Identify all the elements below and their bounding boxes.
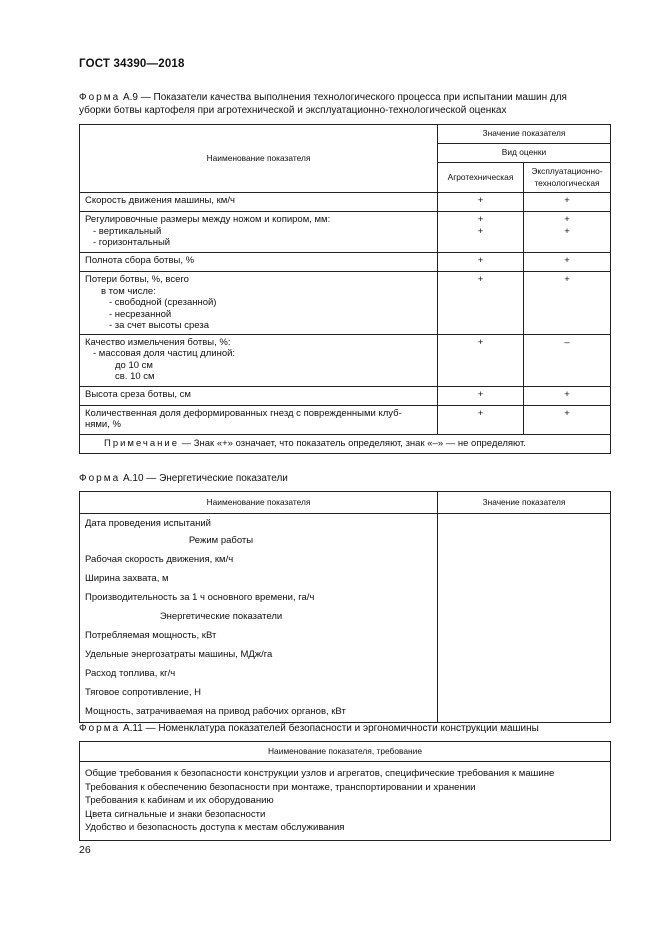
- row-value: [438, 552, 611, 571]
- form-a10-caption: [79, 472, 288, 485]
- table-row: [80, 552, 611, 571]
- row-name: Удельные энергозатраты машины, МДж/га: [80, 647, 438, 666]
- row-value: [438, 647, 611, 666]
- table-row: [80, 253, 611, 272]
- row-agro: +: [438, 272, 524, 335]
- form-number: А.11: [122, 723, 143, 734]
- row-exp: +: [524, 386, 611, 405]
- form-title: — Показатели качества выполнения технологического процесса при испытании машин для уборки ботвы картофеля при агротехнической и эксплуатационно-технологической оценках: [79, 92, 567, 116]
- col-header-name: Наименование показателя: [80, 125, 438, 193]
- row-name: Расход топлива, кг/ч: [80, 666, 438, 685]
- document-id: ГОСТ 34390—2018: [79, 58, 185, 70]
- row-agro: +: [438, 334, 524, 386]
- form-a9-table: [79, 124, 611, 454]
- col-header-value: Значение показателя: [438, 125, 611, 144]
- row-name: Скорость движения машины, км/ч: [80, 193, 438, 212]
- row-value: [438, 609, 611, 628]
- form-a11-table: [79, 741, 611, 841]
- page-number: 26: [79, 844, 91, 856]
- row-value: [438, 628, 611, 647]
- row-name: Производительность за 1 ч основного времени, га/ч: [80, 590, 438, 609]
- row-agro: +: [438, 386, 524, 405]
- col-header-value: Значение показателя: [438, 492, 611, 514]
- table-row: [80, 212, 611, 253]
- row-name: Потери ботвы, %, всего в том числе: - свободной (срезанной) - несрезанной - за счет высоты среза: [80, 272, 438, 335]
- row-exp: –: [524, 334, 611, 386]
- table-row: [80, 628, 611, 647]
- table-row: [80, 666, 611, 685]
- row-agro: +: [438, 253, 524, 272]
- list-item: Требования к обеспечению безопасности при монтаже, транспортировании и хранении: [85, 781, 476, 793]
- form-a10-table: [79, 491, 611, 723]
- table-row: [80, 533, 611, 552]
- table-row: [80, 193, 611, 212]
- row-exp: +: [524, 405, 611, 434]
- row-agro: +: [438, 405, 524, 434]
- list-item: Удобство и безопасность доступа к местам обслуживания: [85, 822, 345, 833]
- row-name: Количественная доля деформированных гнезд с поврежденными клуб- нями, %: [80, 405, 438, 434]
- row-value: [438, 666, 611, 685]
- list-item: Общие требования к безопасности конструкции узлов и агрегатов, специфические требования к машине: [85, 768, 555, 779]
- row-name: Регулировочные размеры между ножом и копиром, мм: - вертикальный - горизонтальный: [80, 212, 438, 253]
- form-a9-caption: [79, 91, 599, 117]
- col-header-kind: Вид оценки: [438, 144, 611, 163]
- form-title: — Номенклатура показателей безопасности и эргономичности конструкции машины: [142, 723, 539, 734]
- section-heading: Энергетические показатели: [80, 609, 438, 628]
- table-row: [80, 514, 611, 533]
- row-name: Тяговое сопротивление, Н: [80, 685, 438, 704]
- row-value: [438, 571, 611, 590]
- row-exp: +: [524, 253, 611, 272]
- row-exp: + +: [524, 212, 611, 253]
- table-row: [80, 685, 611, 704]
- section-heading: Режим работы: [80, 533, 438, 552]
- table-row: [80, 334, 611, 386]
- form-word: Форма: [79, 723, 121, 734]
- row-exp: +: [524, 193, 611, 212]
- row-value: [438, 704, 611, 723]
- table-row: [80, 704, 611, 723]
- table-row: [80, 571, 611, 590]
- form-word: Форма: [79, 473, 121, 484]
- form-word: Форма: [79, 92, 121, 103]
- form-a11-caption: [79, 722, 539, 735]
- col-header-agro: Агротехническая: [438, 163, 524, 193]
- row-name: Дата проведения испытаний: [80, 514, 438, 533]
- col-header-name: Наименование показателя, требование: [80, 742, 611, 762]
- list-item: Цвета сигнальные и знаки безопасности: [85, 808, 266, 820]
- form-title: — Энергетические показатели: [143, 473, 288, 484]
- form-number: А.9: [122, 92, 138, 103]
- table-note-row: [80, 434, 611, 453]
- table-row: [80, 386, 611, 405]
- row-value: [438, 590, 611, 609]
- col-header-name: Наименование показателя: [80, 492, 438, 514]
- row-name: Рабочая скорость движения, км/ч: [80, 552, 438, 571]
- row-value: [438, 685, 611, 704]
- row-value: [438, 514, 611, 533]
- row-agro: +: [438, 193, 524, 212]
- table-row: [80, 405, 611, 434]
- row-name: Качество измельчения ботвы, %: - массовая доля частиц длиной: до 10 см св. 10 см: [80, 334, 438, 386]
- table-row: [80, 647, 611, 666]
- requirements-list: [80, 762, 611, 841]
- row-name: Мощность, затрачиваемая на привод рабочих органов, кВт: [80, 704, 438, 723]
- row-value: [438, 533, 611, 552]
- list-item: Требования к кабинам и их оборудованию: [85, 795, 274, 806]
- table-row: [80, 590, 611, 609]
- form-number: А.10: [122, 473, 144, 484]
- row-exp: +: [524, 272, 611, 335]
- table-row: [80, 272, 611, 335]
- row-name: Ширина захвата, м: [80, 571, 438, 590]
- row-agro: + +: [438, 212, 524, 253]
- row-name: Высота среза ботвы, см: [80, 386, 438, 405]
- table-note: Примечание — Знак «+» означает, что показатель определяют, знак «–» — не определяют.: [80, 434, 611, 453]
- table-row: [80, 609, 611, 628]
- row-name: Потребляемая мощность, кВт: [80, 628, 438, 647]
- col-header-exp: Эксплуатационно-технологическая: [524, 163, 611, 193]
- row-name: Полнота сбора ботвы, %: [80, 253, 438, 272]
